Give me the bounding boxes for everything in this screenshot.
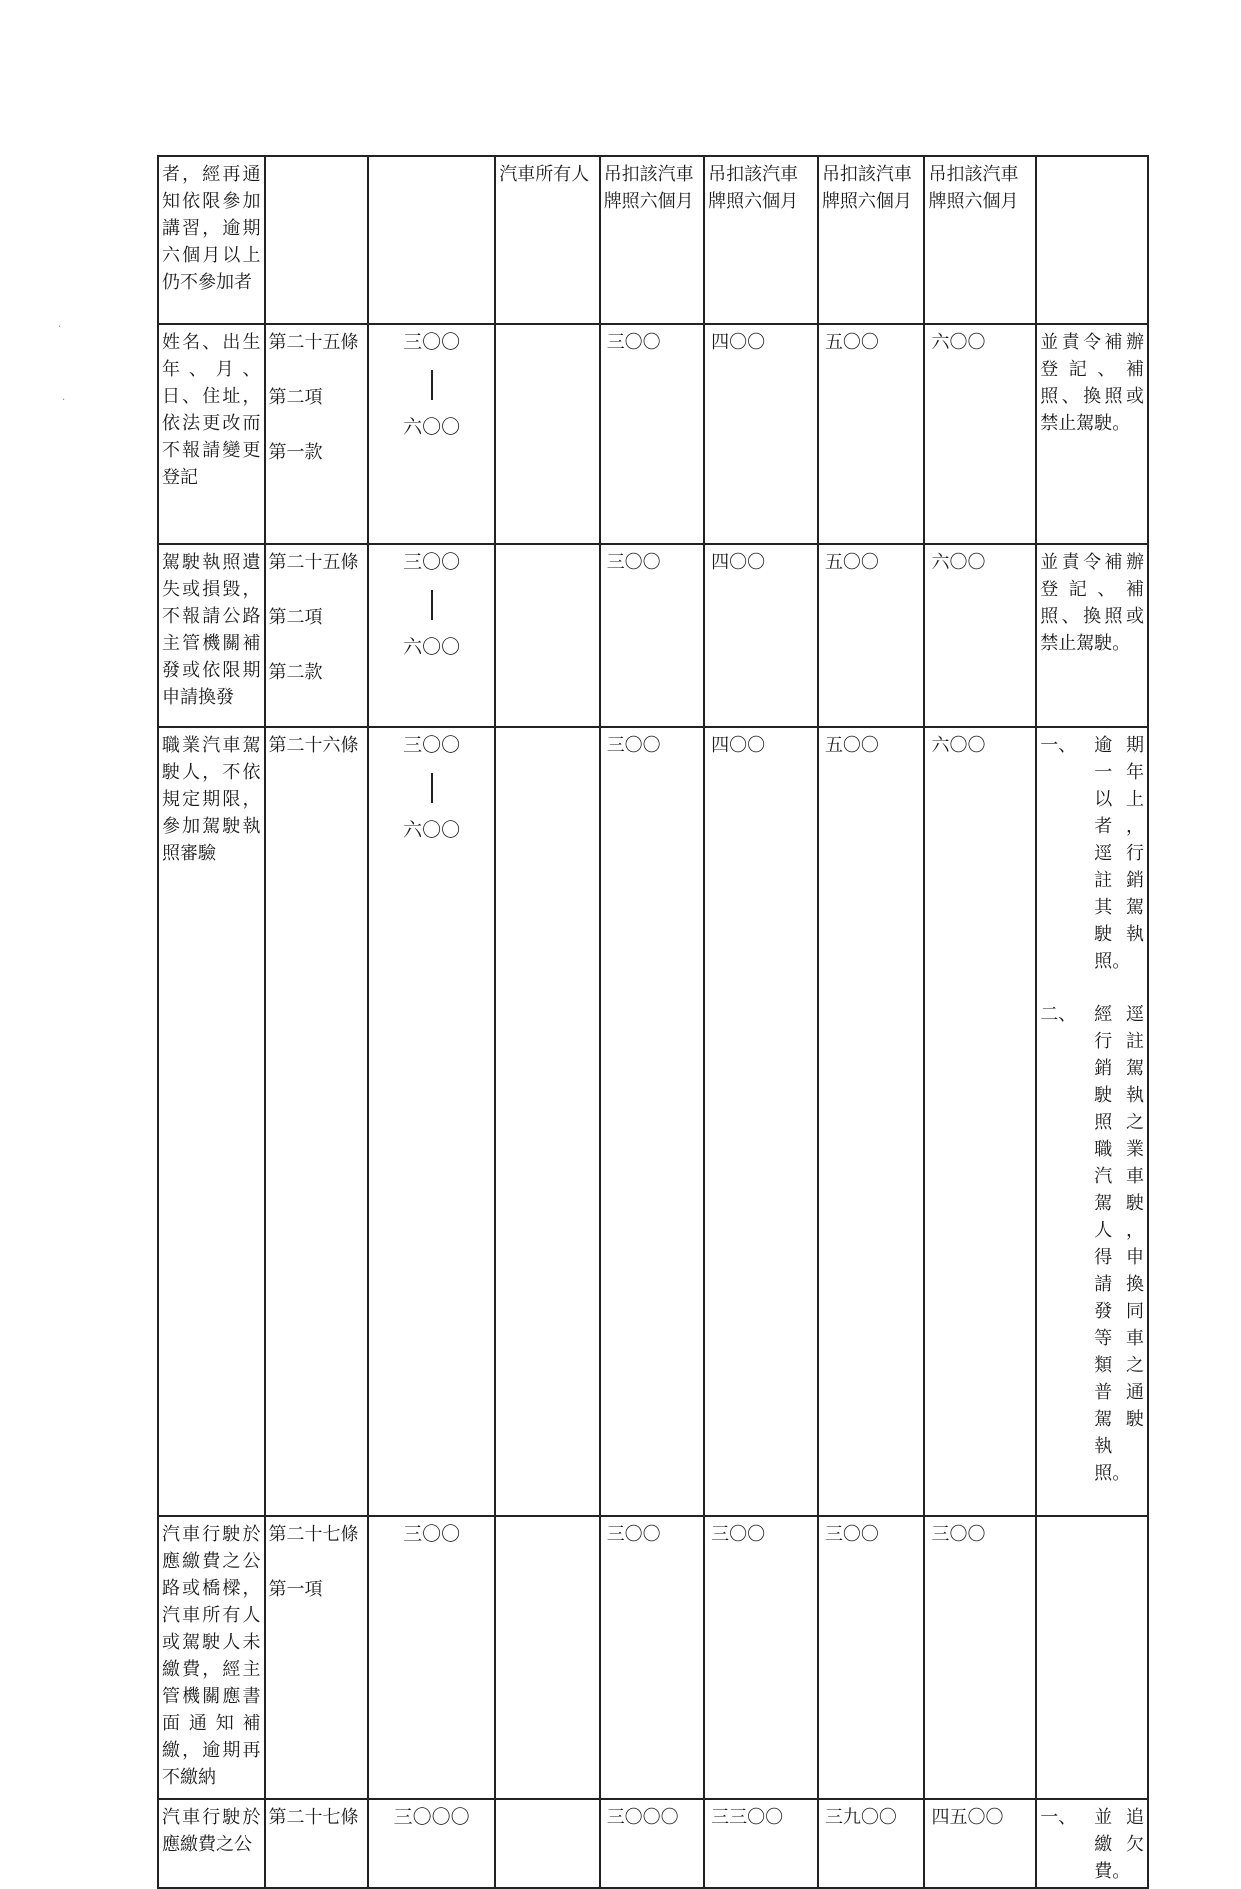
target-cell [495, 324, 599, 544]
law-cell: 第二十七條 [265, 1799, 368, 1888]
table-row [158, 727, 1148, 1516]
violation-cell: 汽車行駛於 應繳費之公 路或橋樑， 汽車所有人 或駕駛人未 繳費，經主 管機關應書 面通知補 繳，逾期再 不繳納 [158, 1516, 265, 1799]
note-cell [1036, 1799, 1148, 1888]
fine-level-3: 三九〇〇 [818, 1799, 925, 1888]
fine-level-1: 吊扣該汽車牌照六個月 [600, 156, 704, 324]
law-cell: 第二十六條 [265, 727, 368, 1516]
violation-cell: 職業汽車駕 駛人，不依 規定期限， 參加駕駛執 照審驗 [158, 727, 265, 1516]
note-item: 一、 逾期一年以上者，逕行註銷其駕駛執照。 [1040, 735, 1144, 972]
target-cell [495, 727, 599, 1516]
fine-level-4: 四五〇〇 [924, 1799, 1036, 1888]
violation-cell: 汽車行駛於 應繳費之公 [158, 1799, 265, 1888]
fine-level-1: 三〇〇 [600, 727, 704, 1516]
note-item: 二、 經逕行註銷駕駛執照之職業汽車駕駛人，得申請換發同等車類之普通駕駛執照。 [1040, 1004, 1144, 1484]
table-row [158, 156, 1148, 324]
fine-range-cell: 三〇〇 六〇〇 [368, 544, 495, 727]
note-cell [1036, 156, 1148, 324]
fine-range-cell: 三〇〇 六〇〇 [368, 324, 495, 544]
fine-schedule-table [157, 155, 1149, 1889]
table-row [158, 544, 1148, 727]
target-cell [495, 544, 599, 727]
fine-level-3: 三〇〇 [818, 1516, 925, 1799]
table-row [158, 1799, 1148, 1888]
law-cell: 第二十五條 第二項 第一款 [265, 324, 368, 544]
fine-level-4: 三〇〇 [924, 1516, 1036, 1799]
scan-speck: · [58, 322, 62, 333]
note-item: 一、 並追繳欠費。 [1040, 1807, 1144, 1882]
range-dash [431, 590, 433, 620]
note-cell [1036, 727, 1148, 1516]
fine-level-4: 六〇〇 [924, 727, 1036, 1516]
fine-level-2: 三三〇〇 [704, 1799, 818, 1888]
law-cell: 第二十五條 第二項 第二款 [265, 544, 368, 727]
fine-range-cell [368, 156, 495, 324]
note-cell [1036, 1516, 1148, 1799]
fine-level-1: 三〇〇 [600, 324, 704, 544]
fine-level-2: 四〇〇 [704, 544, 818, 727]
range-dash [431, 773, 433, 803]
fine-level-4: 吊扣該汽車牌照六個月 [924, 156, 1036, 324]
violation-cell: 駕駛執照遺 失或損毀， 不報請公路 主管機關補 發或依限期 申請換發 [158, 544, 265, 727]
fine-level-2: 吊扣該汽車牌照六個月 [704, 156, 818, 324]
note-cell: 並責令補辦登記、補照、換照或禁止駕駛。 [1036, 324, 1148, 544]
fine-level-3: 五〇〇 [818, 544, 925, 727]
law-cell [265, 156, 368, 324]
violation-cell: 者，經再通 知依限參加 講習，逾期 六個月以上 仍不參加者 [158, 156, 265, 324]
note-cell: 並責令補辦登記、補照、換照或禁止駕駛。 [1036, 544, 1148, 727]
scan-speck: · [62, 395, 66, 406]
fine-level-1: 三〇〇〇 [600, 1799, 704, 1888]
violation-cell: 姓名、出生 年、月、 日、住址， 依法更改而 不報請變更 登記 [158, 324, 265, 544]
fine-range-cell: 三〇〇 六〇〇 [368, 727, 495, 1516]
table-row [158, 1516, 1148, 1799]
fine-range-cell: 三〇〇 [368, 1516, 495, 1799]
range-dash [431, 370, 433, 400]
target-cell: 汽車所有人 [495, 156, 599, 324]
fine-level-3: 吊扣該汽車牌照六個月 [818, 156, 925, 324]
table-row [158, 324, 1148, 544]
fine-level-1: 三〇〇 [600, 1516, 704, 1799]
fine-level-2: 三〇〇 [704, 1516, 818, 1799]
fine-level-4: 六〇〇 [924, 544, 1036, 727]
fine-level-3: 五〇〇 [818, 727, 925, 1516]
fine-level-2: 四〇〇 [704, 727, 818, 1516]
law-cell: 第二十七條 第一項 [265, 1516, 368, 1799]
target-cell [495, 1516, 599, 1799]
fine-level-4: 六〇〇 [924, 324, 1036, 544]
fine-level-2: 四〇〇 [704, 324, 818, 544]
fine-level-3: 五〇〇 [818, 324, 925, 544]
fine-range-cell: 三〇〇〇 [368, 1799, 495, 1888]
fine-level-1: 三〇〇 [600, 544, 704, 727]
target-cell [495, 1799, 599, 1888]
